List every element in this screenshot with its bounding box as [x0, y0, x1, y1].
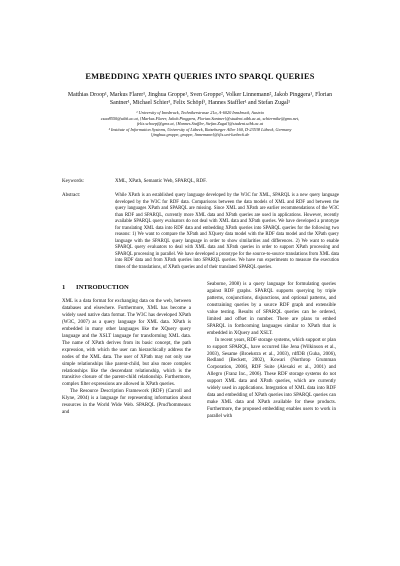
affiliation-line: csaa8550@uibk.ac.at, {Markus.Flarer, Jakob.Pinggera, Florian.Santner}@student.uibk.ac.at, schiermike@gmx.net,	[100, 115, 300, 121]
section-title: INTRODUCTION	[76, 284, 129, 291]
abstract-text: While XPath is an established query language developed by the W3C for XML, SPARQL is a new query language developed by the W3C for RDF data. Comparisons between the data models of XML and RDF and between the query languages XPath and SPARQL are missing. Since XML and XPath are earlier recommendations of the W3C than RDF and SPARQL, currently more XML data and XPath queries are used in applications. However, recently available SPARQL query evaluators do not deal with XML data and XPath queries. We have developed a prototype for translating XML data into RDF data and embedding XPath queries into SPARQL queries for the following two reasons: 1) We want to compare the XPath and XQuery data model with the RDF data model and the XPath query language with the SPARQL query language in order to show similarities and differences. 2) We want to enable SPARQL query evaluators to deal with XML data and XPath queries in order to support XPath processing and SPARQL processing in parallel. We have developed a prototype for the source-to-source translations from XML data into RDF data and from XPath queries into SPARQL queries. We have run experiments to measure the execution times of the translations, of XPath queries and of their translated SPARQL queries.	[115, 193, 339, 271]
right-column	[207, 282, 336, 421]
section-heading	[62, 284, 191, 292]
affiliation-line: felix.schoepf@gmx.at, {Hannes.Staffler, Stefan.Zugal}@student.uibk.ac.at	[136, 121, 264, 127]
paper-title: EMBEDDING XPATH QUERIES INTO SPARQL QUERIES	[85, 72, 315, 81]
body-paragraph: Seaborne, 2008) is a query language for formulating queries against RDF graphs. SPARQL supports querying by triple patterns, conjunctions, disjunctions, and optional patterns, and constraining queries by a source RDF graph and extensible value testing. Results of SPARQL queries can be ordered, limited and offset in number. There are plans to embed SPARQL in forthcoming languages similar to XPath that is embedded in XQuery and XSLT.	[207, 282, 336, 336]
body-paragraph: The Resource Description Framework (RDF) (Carroll and Klyne, 2004) is a language for representing information about resources in the World Wide Web. SPARQL (Prud'hommeaux and	[62, 389, 191, 416]
left-column	[62, 284, 191, 417]
affiliations	[75, 110, 325, 138]
affiliation-line: ¹ University of Innsbruck, Technikerstrasse 21a, A-6020 Innsbruck, Austria	[136, 110, 264, 115]
section-number: 1	[62, 284, 66, 291]
body-paragraph: In recent years, RDF storage systems, which support or plan to support SPARQL, have occurred like Jena (Wilkinson et al., 2003), Sesame (Broekstra et al., 2003), rdfDB (Guha, 2006), Redland (Beckett, 2002), Kowari (Northrop Grumman Corporation, 2006), RDF Suite (Alexaki et al., 2001) and Allegro (Franz Inc., 2006). These RDF storage systems do not support XML data and XPath queries, which are currently widely used in applications. Integration of XML data into RDF data and embedding of XPath queries into SPARQL queries can make XML data and XPath available for these products. Furthermore, the proposed embedding enables users to work in parallel with	[207, 337, 336, 420]
keywords-text: XML, XPath, Semantic Web, SPARQL, RDF.	[115, 179, 207, 184]
affiliation-line: {jinghua.groppe, groppe, linnemann}@ifis.uni-luebeck.de	[150, 132, 250, 138]
abstract-label: Abstract:	[62, 193, 81, 198]
affiliation-line: ² Institute of Information Systems, University of Lübeck, Ratzeburger Allee 160, D-23538 Lübeck, Germany	[108, 126, 292, 132]
keywords-label: Keywords:	[62, 179, 84, 184]
author-list: Matthias Droop¹, Markus Flarer¹, Jinghua Groppe¹, Sven Groppe², Volker Linnemann², Jakob Pinggera¹, Florian Santner¹, Michael Schier¹, Felix Schöpf¹, Hannes Staffler¹ and Stefan Zugal¹	[67, 92, 333, 106]
body-paragraph: XML is a data format for exchanging data on the web, between databases and elsewhere. Furthermore, XML has become a widely used native data format. The W3C has developed XPath (W3C, 2007) as a query language for XML data. XPath is embedded in many other languages like the XQuery query language and the XSLT language for transforming XML data. The name of XPath derives from its basic concept, the path expression, with which the user can hierarchically address the nodes of the XML data. The user of XPath may not only use simple relationships like parent-child, but also more complex relationships like the descendant relationship, which is the transitive closure of the parent-child relationship. Furthermore, complex filter expressions are allowed in XPath queries.	[62, 299, 191, 388]
